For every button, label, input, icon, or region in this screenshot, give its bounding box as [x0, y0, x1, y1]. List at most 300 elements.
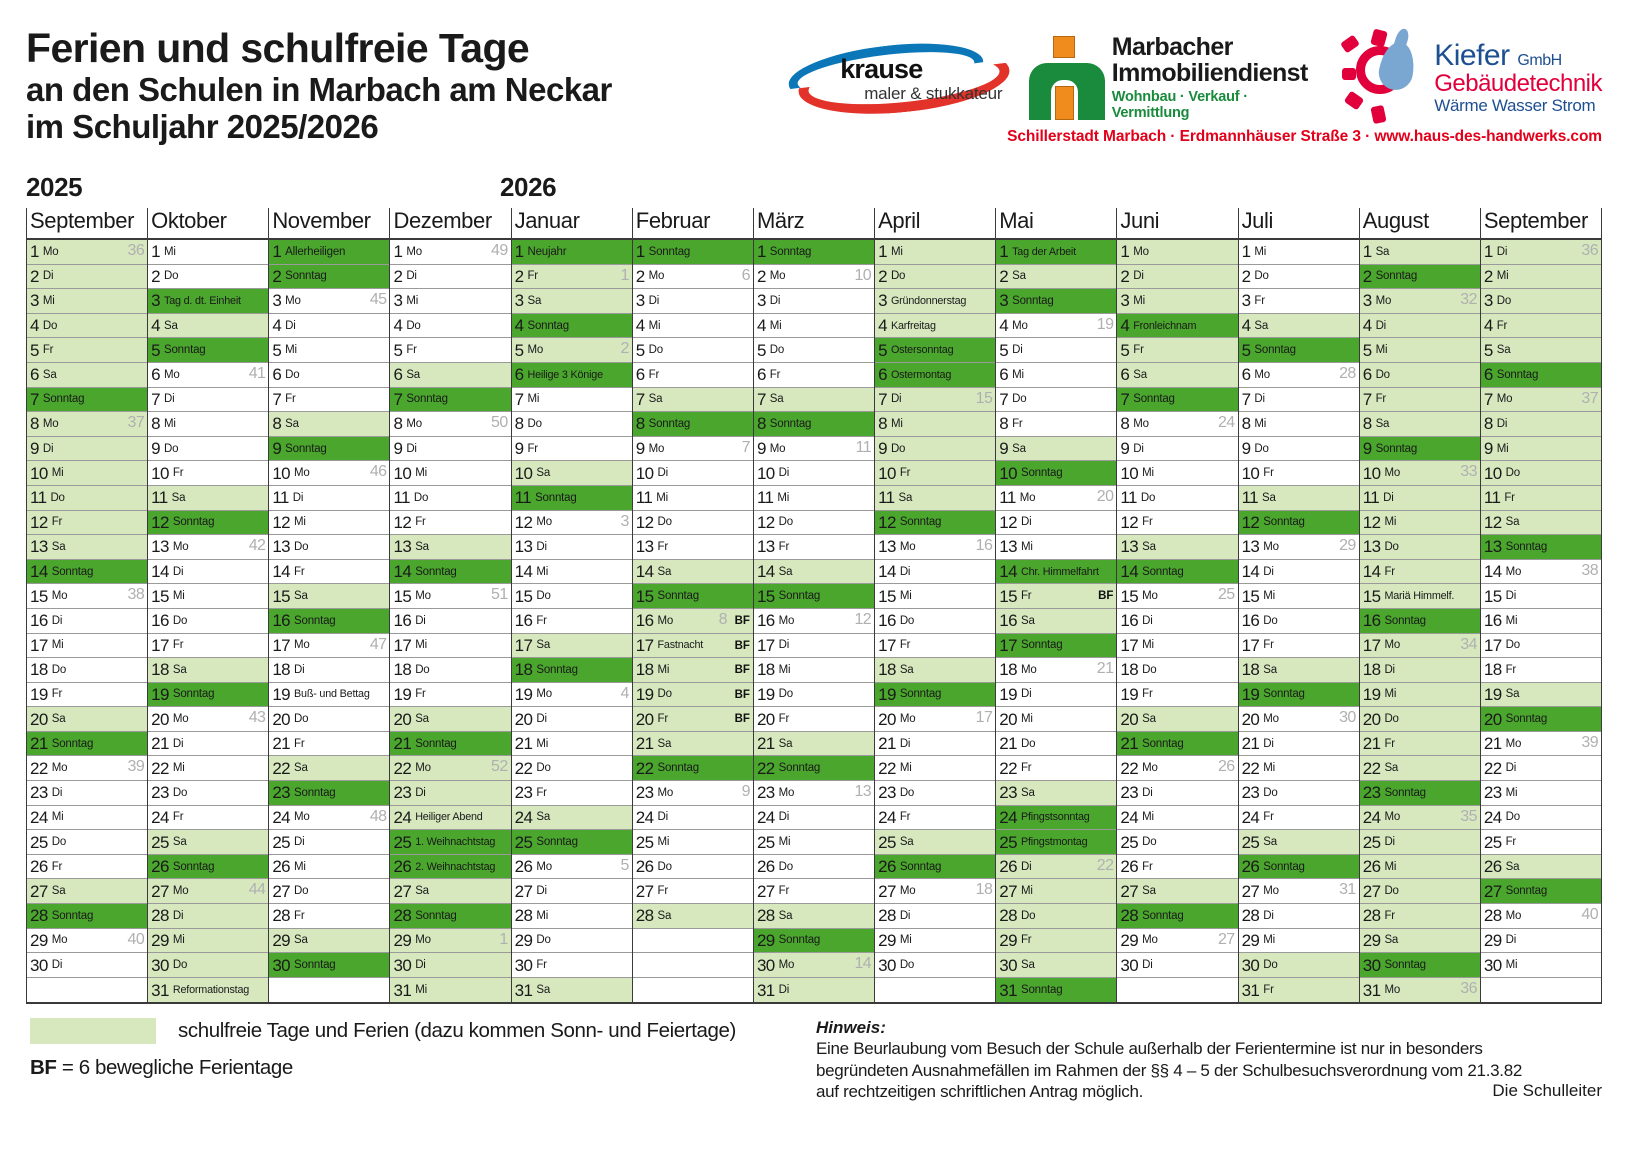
day-cell[interactable]	[996, 437, 1116, 462]
day-cell[interactable]	[269, 560, 389, 585]
day-cell[interactable]	[754, 929, 874, 954]
day-cell[interactable]	[633, 535, 753, 560]
day-cell[interactable]	[390, 314, 510, 339]
day-cell[interactable]	[875, 240, 995, 265]
day-cell[interactable]	[1360, 904, 1480, 929]
day-cell[interactable]	[1239, 486, 1359, 511]
day-cell[interactable]	[633, 437, 753, 462]
day-cell[interactable]	[390, 879, 510, 904]
day-cell[interactable]	[1481, 609, 1601, 634]
day-cell[interactable]	[1239, 634, 1359, 659]
day-cell[interactable]	[1481, 461, 1601, 486]
day-cell[interactable]	[875, 658, 995, 683]
day-cell[interactable]	[1117, 535, 1237, 560]
day-cell[interactable]	[754, 781, 874, 806]
day-cell[interactable]	[269, 314, 389, 339]
day-cell[interactable]	[1360, 953, 1480, 978]
day-cell[interactable]	[390, 781, 510, 806]
day-cell[interactable]	[875, 781, 995, 806]
day-cell[interactable]	[1239, 978, 1359, 1003]
day-cell[interactable]	[27, 289, 147, 314]
day-cell[interactable]	[1239, 732, 1359, 757]
day-cell[interactable]	[27, 412, 147, 437]
day-cell[interactable]	[1360, 806, 1480, 831]
day-cell[interactable]	[633, 511, 753, 536]
day-cell[interactable]	[754, 953, 874, 978]
day-cell[interactable]	[512, 338, 632, 363]
day-cell[interactable]	[1117, 314, 1237, 339]
day-cell[interactable]	[512, 535, 632, 560]
day-cell[interactable]	[875, 806, 995, 831]
day-cell[interactable]	[996, 707, 1116, 732]
day-cell[interactable]	[148, 338, 268, 363]
day-cell[interactable]	[512, 830, 632, 855]
day-cell[interactable]	[1117, 437, 1237, 462]
day-cell[interactable]	[269, 658, 389, 683]
day-cell[interactable]	[148, 929, 268, 954]
day-cell[interactable]	[269, 707, 389, 732]
day-cell[interactable]	[1481, 265, 1601, 290]
day-cell[interactable]	[633, 265, 753, 290]
day-cell[interactable]	[996, 314, 1116, 339]
day-cell[interactable]	[390, 511, 510, 536]
day-cell[interactable]	[875, 461, 995, 486]
day-cell[interactable]	[754, 584, 874, 609]
day-cell[interactable]	[996, 388, 1116, 413]
day-cell[interactable]	[1117, 879, 1237, 904]
day-cell[interactable]	[27, 658, 147, 683]
day-cell[interactable]	[754, 314, 874, 339]
day-cell[interactable]	[148, 412, 268, 437]
day-cell[interactable]	[996, 732, 1116, 757]
day-cell[interactable]	[512, 732, 632, 757]
day-cell[interactable]	[1239, 412, 1359, 437]
day-cell[interactable]	[148, 314, 268, 339]
day-cell[interactable]	[875, 929, 995, 954]
day-cell[interactable]	[1481, 781, 1601, 806]
day-cell[interactable]	[1360, 781, 1480, 806]
day-cell[interactable]	[875, 486, 995, 511]
day-cell[interactable]	[27, 830, 147, 855]
day-cell[interactable]	[27, 904, 147, 929]
day-cell[interactable]	[269, 904, 389, 929]
day-cell[interactable]	[633, 732, 753, 757]
day-cell[interactable]	[875, 584, 995, 609]
day-cell[interactable]	[390, 904, 510, 929]
day-cell[interactable]	[633, 609, 753, 634]
day-cell[interactable]	[633, 756, 753, 781]
day-cell[interactable]	[754, 978, 874, 1003]
day-cell[interactable]	[390, 437, 510, 462]
day-cell[interactable]	[1239, 240, 1359, 265]
day-cell[interactable]	[996, 806, 1116, 831]
day-cell[interactable]	[754, 707, 874, 732]
day-cell[interactable]	[1360, 584, 1480, 609]
day-cell[interactable]	[754, 609, 874, 634]
day-cell[interactable]	[390, 609, 510, 634]
day-cell[interactable]	[633, 855, 753, 880]
day-cell[interactable]	[512, 240, 632, 265]
day-cell[interactable]	[1117, 511, 1237, 536]
day-cell[interactable]	[754, 806, 874, 831]
day-cell[interactable]	[148, 560, 268, 585]
day-cell[interactable]	[1481, 412, 1601, 437]
day-cell[interactable]	[1481, 240, 1601, 265]
day-cell[interactable]	[1360, 314, 1480, 339]
day-cell[interactable]	[1481, 707, 1601, 732]
day-cell[interactable]	[1239, 855, 1359, 880]
day-cell[interactable]	[1239, 609, 1359, 634]
day-cell[interactable]	[996, 560, 1116, 585]
day-cell[interactable]	[148, 584, 268, 609]
day-cell[interactable]	[1481, 584, 1601, 609]
day-cell[interactable]	[1117, 904, 1237, 929]
day-cell[interactable]	[27, 634, 147, 659]
day-cell[interactable]	[996, 289, 1116, 314]
day-cell[interactable]	[1360, 560, 1480, 585]
day-cell[interactable]	[875, 338, 995, 363]
day-cell[interactable]	[754, 830, 874, 855]
day-cell[interactable]	[27, 265, 147, 290]
day-cell[interactable]	[148, 609, 268, 634]
day-cell[interactable]	[875, 265, 995, 290]
day-cell[interactable]	[1117, 240, 1237, 265]
day-cell[interactable]	[1239, 929, 1359, 954]
day-cell[interactable]	[754, 634, 874, 659]
day-cell[interactable]	[269, 240, 389, 265]
day-cell[interactable]	[1360, 289, 1480, 314]
day-cell[interactable]	[996, 658, 1116, 683]
day-cell[interactable]	[875, 289, 995, 314]
day-cell[interactable]	[1360, 609, 1480, 634]
day-cell[interactable]	[1360, 756, 1480, 781]
day-cell[interactable]	[27, 855, 147, 880]
day-cell[interactable]	[512, 486, 632, 511]
day-cell[interactable]	[390, 978, 510, 1003]
day-cell[interactable]	[754, 437, 874, 462]
day-cell[interactable]	[1117, 634, 1237, 659]
day-cell[interactable]	[996, 904, 1116, 929]
day-cell[interactable]	[1117, 929, 1237, 954]
day-cell[interactable]	[269, 683, 389, 708]
day-cell[interactable]	[27, 535, 147, 560]
day-cell[interactable]	[390, 560, 510, 585]
day-cell[interactable]	[1117, 289, 1237, 314]
day-cell[interactable]	[1239, 338, 1359, 363]
day-cell[interactable]	[390, 707, 510, 732]
day-cell[interactable]	[754, 240, 874, 265]
day-cell[interactable]	[1360, 412, 1480, 437]
day-cell[interactable]	[1239, 756, 1359, 781]
day-cell[interactable]	[1117, 609, 1237, 634]
day-cell[interactable]	[390, 289, 510, 314]
day-cell[interactable]	[512, 461, 632, 486]
day-cell[interactable]	[754, 486, 874, 511]
day-cell[interactable]	[1481, 904, 1601, 929]
day-cell[interactable]	[875, 609, 995, 634]
day-cell[interactable]	[875, 535, 995, 560]
day-cell[interactable]	[27, 879, 147, 904]
day-cell[interactable]	[1481, 634, 1601, 659]
day-cell[interactable]	[1239, 806, 1359, 831]
day-cell[interactable]	[27, 338, 147, 363]
day-cell[interactable]	[27, 560, 147, 585]
day-cell[interactable]	[269, 756, 389, 781]
day-cell[interactable]	[27, 461, 147, 486]
day-cell[interactable]	[512, 437, 632, 462]
day-cell[interactable]	[633, 584, 753, 609]
day-cell[interactable]	[996, 978, 1116, 1003]
day-cell[interactable]	[1117, 363, 1237, 388]
day-cell[interactable]	[875, 437, 995, 462]
day-cell[interactable]	[1481, 756, 1601, 781]
day-cell[interactable]	[1360, 879, 1480, 904]
day-cell[interactable]	[1360, 486, 1480, 511]
day-cell[interactable]	[875, 388, 995, 413]
day-cell[interactable]	[512, 683, 632, 708]
day-cell[interactable]	[1360, 855, 1480, 880]
day-cell[interactable]	[875, 314, 995, 339]
day-cell[interactable]	[996, 240, 1116, 265]
day-cell[interactable]	[1360, 363, 1480, 388]
day-cell[interactable]	[148, 855, 268, 880]
day-cell[interactable]	[148, 486, 268, 511]
day-cell[interactable]	[633, 461, 753, 486]
day-cell[interactable]	[1117, 265, 1237, 290]
day-cell[interactable]	[875, 707, 995, 732]
day-cell[interactable]	[27, 756, 147, 781]
day-cell[interactable]	[27, 707, 147, 732]
day-cell[interactable]	[1481, 953, 1601, 978]
day-cell[interactable]	[875, 756, 995, 781]
day-cell[interactable]	[148, 437, 268, 462]
day-cell[interactable]	[512, 658, 632, 683]
day-cell[interactable]	[1117, 461, 1237, 486]
day-cell[interactable]	[754, 756, 874, 781]
day-cell[interactable]	[996, 953, 1116, 978]
day-cell[interactable]	[1481, 535, 1601, 560]
day-cell[interactable]	[1481, 363, 1601, 388]
day-cell[interactable]	[269, 363, 389, 388]
day-cell[interactable]	[148, 363, 268, 388]
day-cell[interactable]	[148, 756, 268, 781]
day-cell[interactable]	[512, 560, 632, 585]
day-cell[interactable]	[148, 388, 268, 413]
day-cell[interactable]	[269, 486, 389, 511]
day-cell[interactable]	[512, 855, 632, 880]
day-cell[interactable]	[1360, 265, 1480, 290]
day-cell[interactable]	[996, 855, 1116, 880]
day-cell[interactable]	[148, 732, 268, 757]
day-cell[interactable]	[633, 634, 753, 659]
day-cell[interactable]	[512, 314, 632, 339]
day-cell[interactable]	[27, 363, 147, 388]
day-cell[interactable]	[1117, 806, 1237, 831]
day-cell[interactable]	[754, 265, 874, 290]
day-cell[interactable]	[996, 412, 1116, 437]
day-cell[interactable]	[633, 240, 753, 265]
day-cell[interactable]	[1239, 388, 1359, 413]
day-cell[interactable]	[633, 830, 753, 855]
day-cell[interactable]	[148, 830, 268, 855]
day-cell[interactable]	[1481, 806, 1601, 831]
day-cell[interactable]	[996, 929, 1116, 954]
day-cell[interactable]	[148, 511, 268, 536]
day-cell[interactable]	[754, 338, 874, 363]
day-cell[interactable]	[27, 314, 147, 339]
day-cell[interactable]	[1360, 388, 1480, 413]
day-cell[interactable]	[1481, 879, 1601, 904]
day-cell[interactable]	[1239, 314, 1359, 339]
day-cell[interactable]	[633, 314, 753, 339]
day-cell[interactable]	[269, 289, 389, 314]
day-cell[interactable]	[633, 658, 753, 683]
day-cell[interactable]	[390, 240, 510, 265]
day-cell[interactable]	[1239, 584, 1359, 609]
day-cell[interactable]	[390, 806, 510, 831]
day-cell[interactable]	[996, 609, 1116, 634]
day-cell[interactable]	[1239, 511, 1359, 536]
day-cell[interactable]	[875, 855, 995, 880]
day-cell[interactable]	[27, 437, 147, 462]
day-cell[interactable]	[269, 953, 389, 978]
day-cell[interactable]	[148, 461, 268, 486]
day-cell[interactable]	[512, 879, 632, 904]
day-cell[interactable]	[1360, 535, 1480, 560]
day-cell[interactable]	[754, 511, 874, 536]
day-cell[interactable]	[1360, 929, 1480, 954]
day-cell[interactable]	[148, 658, 268, 683]
day-cell[interactable]	[996, 486, 1116, 511]
day-cell[interactable]	[754, 388, 874, 413]
day-cell[interactable]	[148, 240, 268, 265]
day-cell[interactable]	[148, 879, 268, 904]
day-cell[interactable]	[633, 560, 753, 585]
day-cell[interactable]	[633, 879, 753, 904]
day-cell[interactable]	[875, 560, 995, 585]
day-cell[interactable]	[996, 511, 1116, 536]
day-cell[interactable]	[1117, 683, 1237, 708]
day-cell[interactable]	[1481, 388, 1601, 413]
day-cell[interactable]	[875, 904, 995, 929]
day-cell[interactable]	[1117, 486, 1237, 511]
day-cell[interactable]	[996, 535, 1116, 560]
day-cell[interactable]	[148, 806, 268, 831]
day-cell[interactable]	[1360, 437, 1480, 462]
day-cell[interactable]	[27, 806, 147, 831]
day-cell[interactable]	[875, 953, 995, 978]
day-cell[interactable]	[1481, 289, 1601, 314]
day-cell[interactable]	[1117, 388, 1237, 413]
day-cell[interactable]	[148, 634, 268, 659]
day-cell[interactable]	[1360, 707, 1480, 732]
day-cell[interactable]	[512, 511, 632, 536]
day-cell[interactable]	[1239, 560, 1359, 585]
day-cell[interactable]	[1481, 314, 1601, 339]
day-cell[interactable]	[27, 683, 147, 708]
day-cell[interactable]	[1360, 683, 1480, 708]
day-cell[interactable]	[390, 486, 510, 511]
day-cell[interactable]	[996, 879, 1116, 904]
day-cell[interactable]	[633, 781, 753, 806]
day-cell[interactable]	[390, 584, 510, 609]
day-cell[interactable]	[1239, 265, 1359, 290]
day-cell[interactable]	[390, 756, 510, 781]
day-cell[interactable]	[512, 289, 632, 314]
day-cell[interactable]	[1481, 855, 1601, 880]
day-cell[interactable]	[875, 412, 995, 437]
day-cell[interactable]	[1481, 929, 1601, 954]
day-cell[interactable]	[754, 683, 874, 708]
day-cell[interactable]	[1360, 732, 1480, 757]
day-cell[interactable]	[269, 511, 389, 536]
day-cell[interactable]	[875, 732, 995, 757]
day-cell[interactable]	[875, 511, 995, 536]
day-cell[interactable]	[1481, 658, 1601, 683]
day-cell[interactable]	[1239, 658, 1359, 683]
day-cell[interactable]	[269, 437, 389, 462]
day-cell[interactable]	[148, 265, 268, 290]
day-cell[interactable]	[512, 806, 632, 831]
day-cell[interactable]	[390, 461, 510, 486]
day-cell[interactable]	[269, 929, 389, 954]
day-cell[interactable]	[390, 830, 510, 855]
day-cell[interactable]	[390, 412, 510, 437]
day-cell[interactable]	[512, 707, 632, 732]
day-cell[interactable]	[390, 658, 510, 683]
day-cell[interactable]	[754, 658, 874, 683]
day-cell[interactable]	[996, 683, 1116, 708]
day-cell[interactable]	[1239, 289, 1359, 314]
day-cell[interactable]	[269, 461, 389, 486]
day-cell[interactable]	[996, 634, 1116, 659]
day-cell[interactable]	[1117, 953, 1237, 978]
day-cell[interactable]	[1117, 855, 1237, 880]
day-cell[interactable]	[27, 511, 147, 536]
day-cell[interactable]	[996, 584, 1116, 609]
day-cell[interactable]	[754, 363, 874, 388]
day-cell[interactable]	[1117, 756, 1237, 781]
day-cell[interactable]	[269, 609, 389, 634]
day-cell[interactable]	[875, 683, 995, 708]
day-cell[interactable]	[269, 634, 389, 659]
day-cell[interactable]	[875, 879, 995, 904]
day-cell[interactable]	[1117, 584, 1237, 609]
day-cell[interactable]	[1117, 560, 1237, 585]
day-cell[interactable]	[148, 978, 268, 1003]
day-cell[interactable]	[1360, 338, 1480, 363]
day-cell[interactable]	[875, 363, 995, 388]
day-cell[interactable]	[1117, 732, 1237, 757]
day-cell[interactable]	[512, 363, 632, 388]
day-cell[interactable]	[1117, 338, 1237, 363]
day-cell[interactable]	[390, 683, 510, 708]
day-cell[interactable]	[512, 904, 632, 929]
day-cell[interactable]	[269, 806, 389, 831]
day-cell[interactable]	[633, 683, 753, 708]
day-cell[interactable]	[512, 388, 632, 413]
day-cell[interactable]	[754, 289, 874, 314]
day-cell[interactable]	[996, 781, 1116, 806]
day-cell[interactable]	[996, 338, 1116, 363]
day-cell[interactable]	[390, 855, 510, 880]
day-cell[interactable]	[1481, 560, 1601, 585]
day-cell[interactable]	[27, 781, 147, 806]
day-cell[interactable]	[1239, 535, 1359, 560]
day-cell[interactable]	[512, 265, 632, 290]
day-cell[interactable]	[390, 363, 510, 388]
day-cell[interactable]	[27, 240, 147, 265]
